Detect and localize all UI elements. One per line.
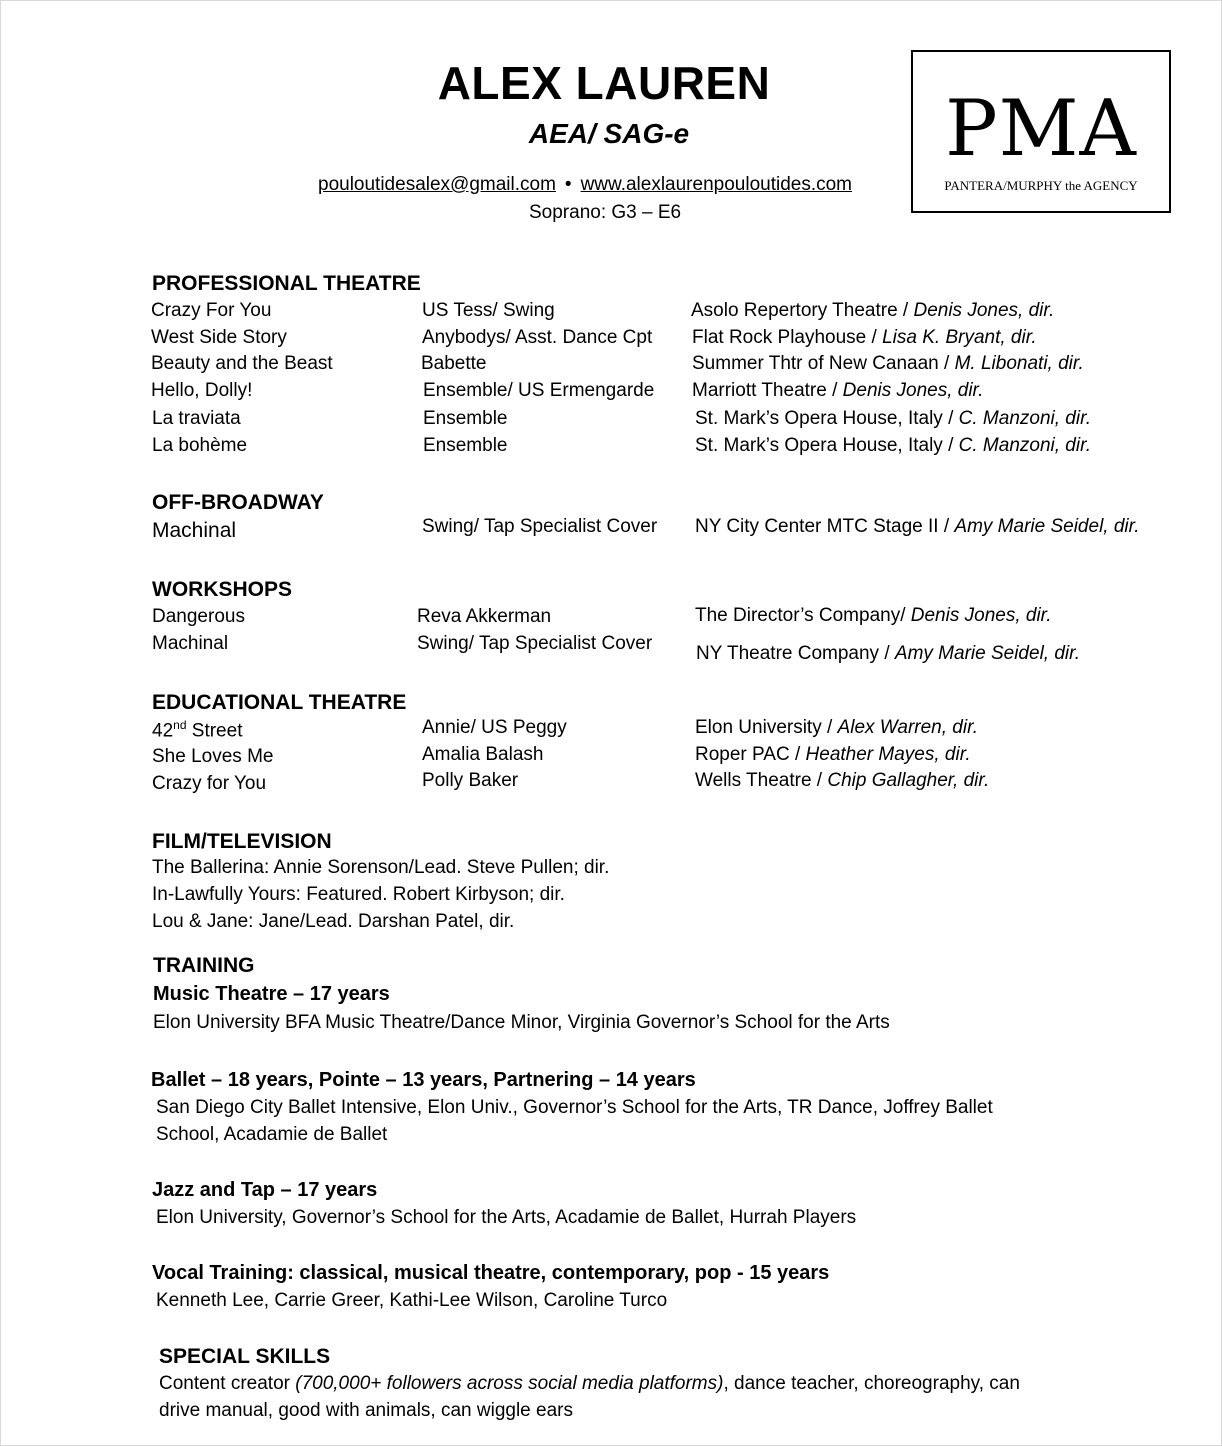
credit-venue xyxy=(695,516,1140,539)
film-credit: The Ballerina: Annie Sorenson/Lead. Steve Pullen; dir. xyxy=(152,857,610,878)
credit-director: Amy Marie Seidel, dir. xyxy=(954,516,1140,537)
credit-show: Beauty and the Beast xyxy=(151,353,333,374)
credit-show: Crazy for You xyxy=(152,773,267,794)
credit-venue-name: Elon University / xyxy=(695,717,838,738)
skills-text: Content creator xyxy=(159,1373,296,1394)
credit-show: She Loves Me xyxy=(152,746,274,767)
credit-director: Denis Jones, dir. xyxy=(842,380,984,401)
credit-role: Polly Baker xyxy=(422,770,519,791)
credit-show: Hello, Dolly! xyxy=(151,380,253,401)
contact-line xyxy=(318,174,852,196)
credit-show-number: 42 xyxy=(152,720,174,742)
credit-venue-name: Summer Thtr of New Canaan / xyxy=(692,353,955,374)
credit-show-superscript: nd xyxy=(173,718,187,732)
credit-venue xyxy=(692,380,983,403)
credit-director: Denis Jones, dir. xyxy=(910,605,1052,626)
credit-venue xyxy=(691,300,1054,323)
training-detail: Kenneth Lee, Carrie Greer, Kathi-Lee Wilson, Caroline Turco xyxy=(156,1290,668,1311)
training-detail: Elon University BFA Music Theatre/Dance Minor, Virginia Governor’s School for the Arts xyxy=(153,1012,890,1033)
credit-show: Machinal xyxy=(152,633,229,654)
credit-venue-name: Wells Theatre / xyxy=(695,770,828,791)
credit-director-suffix: , dir. xyxy=(1000,327,1037,348)
credit-venue-name: Roper PAC / xyxy=(695,744,806,765)
credit-show: Crazy For You xyxy=(151,300,272,321)
section-heading-special-skills: SPECIAL SKILLS xyxy=(159,1345,331,1368)
credit-director: C. Manzoni, dir. xyxy=(958,408,1091,429)
credit-venue xyxy=(696,643,1080,666)
credit-venue xyxy=(695,605,1052,628)
film-credit: In-Lawfully Yours: Featured. Robert Kirbyson; dir. xyxy=(152,884,565,905)
training-title: Ballet – 18 years, Pointe – 13 years, Partnering – 14 years xyxy=(151,1069,696,1091)
training-detail: San Diego City Ballet Intensive, Elon Univ., Governor’s School for the Arts, TR Dance, Joffrey Ballet xyxy=(156,1097,993,1118)
credit-venue xyxy=(695,408,1091,431)
credit-show: La traviata xyxy=(152,408,241,429)
credit-role: Ensemble/ US Ermengarde xyxy=(423,380,655,401)
credit-role: Anybodys/ Asst. Dance Cpt xyxy=(422,327,653,348)
credit-role: Swing/ Tap Specialist Cover xyxy=(422,516,658,537)
credit-venue-name: St. Mark’s Opera House, Italy / xyxy=(695,408,959,429)
credit-role: Ensemble xyxy=(423,435,508,456)
agency-logo-name: PANTERA/MURPHY the AGENCY xyxy=(944,178,1138,193)
credit-venue xyxy=(695,770,989,793)
credit-show-rest: Street xyxy=(186,720,243,742)
film-credit: Lou & Jane: Jane/Lead. Darshan Patel, dir. xyxy=(152,911,515,932)
credit-venue xyxy=(695,435,1091,458)
credit-director: M. Libonati, dir. xyxy=(954,353,1084,374)
training-title: Vocal Training: classical, musical theatre, contemporary, pop - 15 years xyxy=(152,1262,830,1284)
training-title: Jazz and Tap – 17 years xyxy=(152,1179,378,1201)
training-detail: Elon University, Governor’s School for the Arts, Acadamie de Ballet, Hurrah Players xyxy=(156,1207,857,1228)
credit-director: Denis Jones, dir. xyxy=(913,300,1055,321)
credit-director: C. Manzoni, dir. xyxy=(958,435,1091,456)
training-detail: School, Acadamie de Ballet xyxy=(156,1124,388,1145)
credit-venue-name: Marriott Theatre / xyxy=(692,380,843,401)
website-link[interactable]: www.alexlaurenpouloutides.com xyxy=(580,174,853,195)
credit-show: Dangerous xyxy=(152,606,245,627)
credit-show: West Side Story xyxy=(151,327,287,348)
credit-venue xyxy=(692,353,1084,376)
section-heading-educational-theatre: EDUCATIONAL THEATRE xyxy=(152,691,407,714)
credit-role: Reva Akkerman xyxy=(417,606,552,627)
resume-name: ALEX LAUREN xyxy=(437,57,771,109)
credit-venue-name: NY City Center MTC Stage II / xyxy=(695,516,955,537)
training-title: Music Theatre – 17 years xyxy=(153,983,390,1005)
credit-director: Amy Marie Seidel, dir. xyxy=(894,643,1081,664)
voice-range: Soprano: G3 – E6 xyxy=(529,202,682,223)
email-link[interactable]: pouloutidesalex@gmail.com xyxy=(318,174,556,195)
skills-text: , dance teacher, choreography, can xyxy=(723,1373,1020,1394)
agency-logo xyxy=(911,50,1171,213)
credit-role: Annie/ US Peggy xyxy=(422,717,567,738)
credit-director: Heather Mayes, dir. xyxy=(805,744,971,765)
section-heading-professional-theatre: PROFESSIONAL THEATRE xyxy=(152,272,421,295)
credit-show xyxy=(152,718,242,743)
agency-logo-mark: PMA xyxy=(945,84,1137,174)
credit-role: Amalia Balash xyxy=(422,744,544,765)
credit-venue-name: St. Mark’s Opera House, Italy / xyxy=(695,435,959,456)
credit-venue xyxy=(695,744,971,767)
union-affiliations: AEA/ SAG-e xyxy=(528,118,690,149)
credit-role: Swing/ Tap Specialist Cover xyxy=(417,633,653,654)
credit-director: Alex Warren, dir. xyxy=(837,717,978,738)
contact-separator: • xyxy=(564,174,572,195)
credit-venue-name: Asolo Repertory Theatre / xyxy=(691,300,914,321)
credit-director: Lisa K. Bryant xyxy=(882,327,1001,348)
credit-venue xyxy=(692,327,1037,350)
skills-followers: (700,000+ followers across social media platforms) xyxy=(295,1373,724,1394)
credit-venue-name: Flat Rock Playhouse / xyxy=(692,327,883,348)
section-heading-workshops: WORKSHOPS xyxy=(152,578,293,601)
credit-venue xyxy=(695,717,978,740)
credit-role: Babette xyxy=(421,353,487,374)
section-heading-off-broadway: OFF-BROADWAY xyxy=(152,491,324,514)
credit-show: Machinal xyxy=(152,519,237,542)
credit-venue-name: The Director’s Company/ xyxy=(695,605,911,626)
section-heading-training: TRAINING xyxy=(153,954,255,977)
credit-director: Chip Gallagher, dir. xyxy=(827,770,990,791)
section-heading-film-television: FILM/TELEVISION xyxy=(152,830,332,853)
skills-line: drive manual, good with animals, can wiggle ears xyxy=(159,1400,573,1421)
credit-role: US Tess/ Swing xyxy=(422,300,555,321)
skills-line xyxy=(159,1373,1020,1396)
credit-show: La bohème xyxy=(152,435,248,456)
credit-role: Ensemble xyxy=(423,408,508,429)
credit-venue-name: NY Theatre Company / xyxy=(696,643,895,664)
